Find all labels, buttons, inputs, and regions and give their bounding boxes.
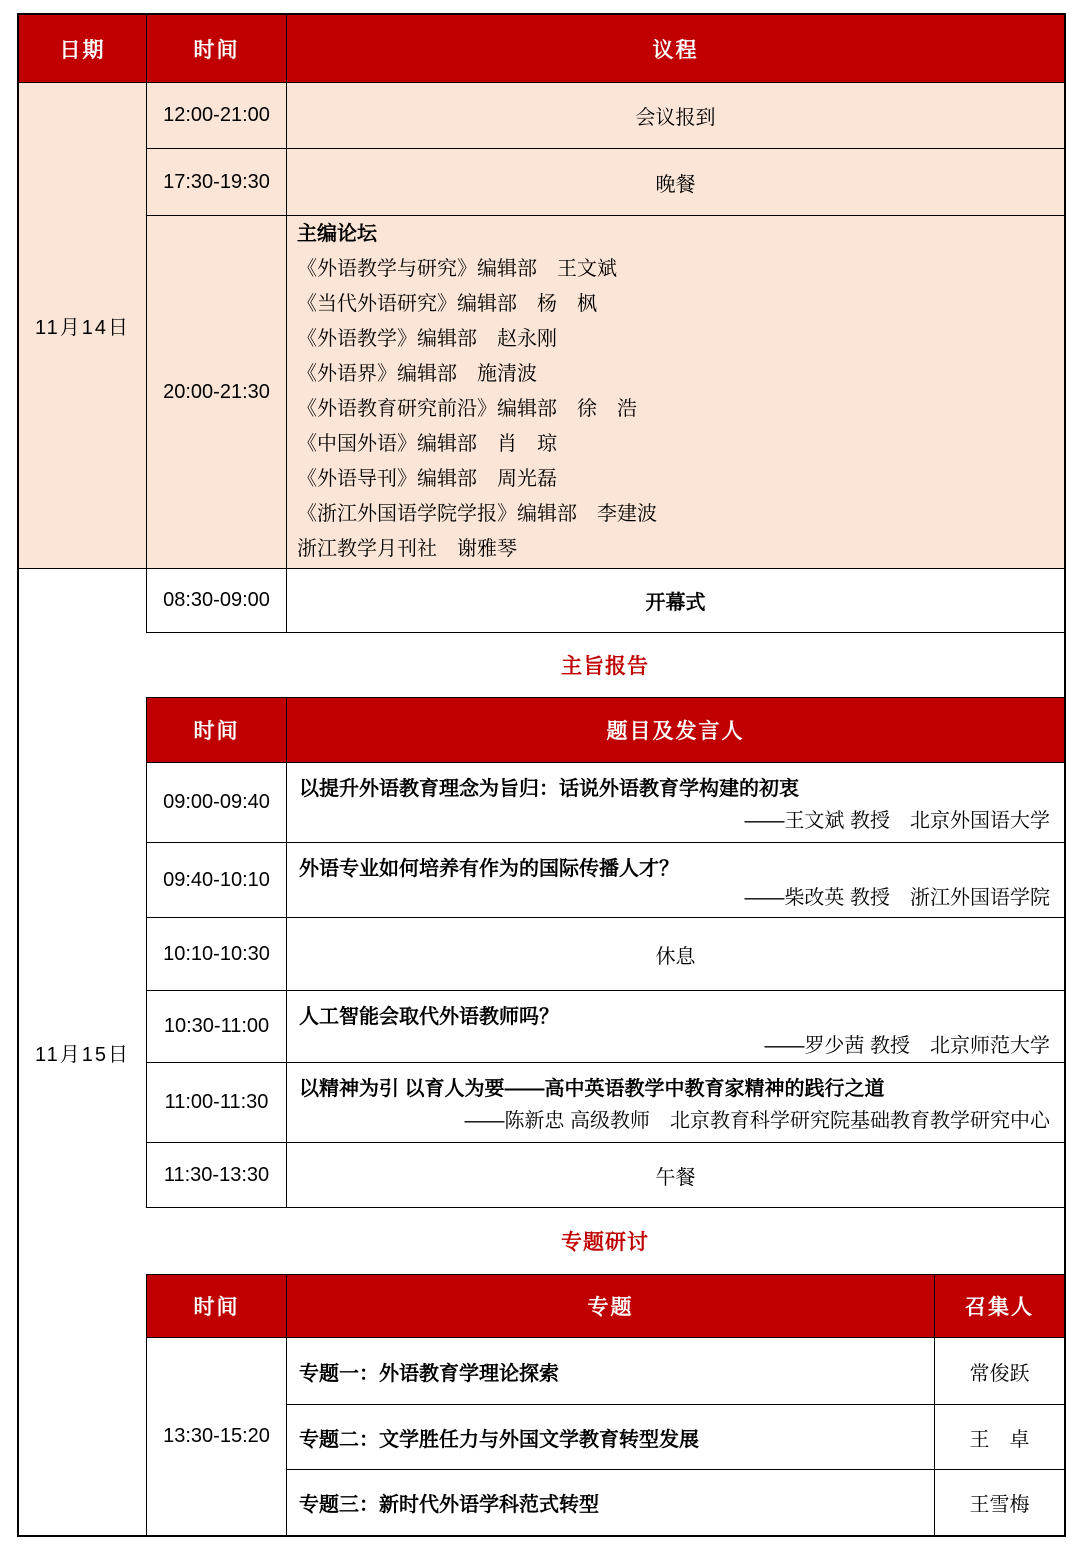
keynote-header-time (146, 697, 286, 762)
panel-header-time (146, 1274, 286, 1337)
col-label: 专题 (587, 1296, 634, 1319)
time-text: 11:00-11:30 (164, 1091, 269, 1113)
forum-line: 《外语教学与研究》编辑部 王文斌 (297, 258, 617, 280)
talk-time (146, 1062, 286, 1142)
lunch-label: 午餐 (655, 1166, 696, 1189)
talk-title: 外语专业如何培养有作为的国际传播人才？ (299, 858, 679, 880)
topic-text: 专题二：文学胜任力与外国文学教育转型发展 (299, 1428, 699, 1451)
topic-text: 专题三：新时代外语学科范式转型 (299, 1494, 599, 1516)
agenda-table (17, 13, 1066, 1537)
convener-text: 常俊跃 (969, 1362, 1030, 1385)
day2-opening-cell (286, 568, 1064, 632)
topic-text: 专题一：外语教育学理论探索 (299, 1362, 559, 1385)
talk-row (286, 1062, 1064, 1142)
day1-registration-cell (286, 82, 1064, 148)
talk-title: 人工智能会取代外语教师吗？ (299, 1006, 559, 1028)
talk-speaker: ——陈新忠 高级教师 北京教育科学研究院基础教育教学研究中心 (464, 1110, 1050, 1132)
forum-line: 《外语导刊》编辑部 周光磊 (297, 468, 557, 490)
registration-label: 会议报到 (635, 107, 716, 129)
day1-date-cell (19, 82, 146, 568)
keynote-section-title: 主旨报告 (561, 655, 649, 678)
talk-time (146, 762, 286, 842)
panel-header-convener (934, 1274, 1064, 1337)
opening-label: 开幕式 (645, 592, 706, 614)
panel-section-title: 专题研讨 (561, 1231, 649, 1254)
day1-forum-time (146, 215, 286, 568)
talk-title: 以提升外语教育理念为旨归：话说外语教育学构建的初衷 (299, 778, 799, 800)
header-time (146, 15, 286, 82)
talk-row (286, 762, 1064, 842)
time-text: 11:30-13:30 (163, 1163, 270, 1186)
time-text: 08:30-09:00 (163, 589, 270, 611)
col-label: 时间 (193, 720, 240, 743)
talk-time (146, 842, 286, 917)
forum-line: 《外语界》编辑部 施清波 (297, 363, 537, 385)
panel-section-row (146, 1207, 1064, 1274)
time-text: 09:00-09:40 (163, 791, 270, 813)
day1-dinner-cell (286, 148, 1064, 215)
break-cell (286, 917, 1064, 990)
col-label: 时间 (193, 1296, 240, 1319)
header-date (19, 15, 146, 82)
forum-line: 《外语教学》编辑部 赵永刚 (297, 328, 557, 350)
lunch-cell (286, 1142, 1064, 1207)
lunch-time (146, 1142, 286, 1207)
day2-opening-time (146, 568, 286, 632)
keynote-header-topic (286, 697, 1064, 762)
forum-line: 浙江教学月刊社 谢雅琴 (297, 538, 517, 560)
convener-text: 王雪梅 (969, 1494, 1030, 1516)
talk-title: 以精神为引 以育人为要——高中英语教学中教育家精神的践行之道 (299, 1078, 885, 1100)
col-label: 召集人 (965, 1296, 1034, 1319)
time-text: 12:00-21:00 (163, 104, 270, 126)
forum-title: 主编论坛 (297, 223, 377, 245)
header-agenda-label: 议程 (652, 38, 699, 62)
time-text: 17:30-19:30 (163, 170, 270, 193)
talk-row (286, 990, 1064, 1062)
time-text: 20:00-21:30 (163, 380, 270, 403)
talk-time (146, 990, 286, 1062)
time-text: 10:30-11:00 (163, 1015, 270, 1037)
panel-convener (934, 1404, 1064, 1469)
talk-speaker: ——罗少茜 教授 北京师范大学 (764, 1035, 1050, 1057)
panel-topic (286, 1337, 934, 1404)
panel-topic (286, 1404, 934, 1469)
header-date-label: 日期 (59, 38, 106, 62)
header-agenda (286, 15, 1064, 82)
panel-header-topic (286, 1274, 934, 1337)
talk-row (286, 842, 1064, 917)
day1-dinner-time (146, 148, 286, 215)
convener-text: 王 卓 (969, 1428, 1030, 1451)
col-label: 题目及发言人 (606, 720, 745, 743)
day1-forum-cell (286, 215, 1064, 568)
talk-speaker: ——王文斌 教授 北京外国语大学 (744, 810, 1050, 832)
day2-date-cell (19, 568, 146, 1535)
panel-convener (934, 1337, 1064, 1404)
forum-line: 《浙江外国语学院学报》编辑部 李建波 (297, 503, 657, 525)
time-text: 13:30-15:20 (163, 1425, 270, 1447)
panel-time-cell (146, 1337, 286, 1535)
panel-convener (934, 1469, 1064, 1535)
day2-date: 11月15日 (34, 1043, 130, 1066)
forum-line: 《当代外语研究》编辑部 杨 枫 (297, 293, 597, 315)
dinner-label: 晚餐 (655, 173, 696, 196)
break-time (146, 917, 286, 990)
time-text: 10:10-10:30 (163, 942, 270, 965)
talk-speaker: ——柴改英 教授 浙江外国语学院 (744, 887, 1050, 909)
keynote-section-row (146, 632, 1064, 697)
forum-line: 《中国外语》编辑部 肖 琼 (297, 433, 557, 455)
panel-topic (286, 1469, 934, 1535)
day1-registration-time (146, 82, 286, 148)
header-time-label: 时间 (193, 38, 240, 62)
day1-date: 11月14日 (34, 317, 130, 339)
time-text: 09:40-10:10 (163, 868, 270, 891)
break-label: 休息 (655, 945, 696, 968)
forum-line: 《外语教育研究前沿》编辑部 徐 浩 (297, 398, 637, 420)
